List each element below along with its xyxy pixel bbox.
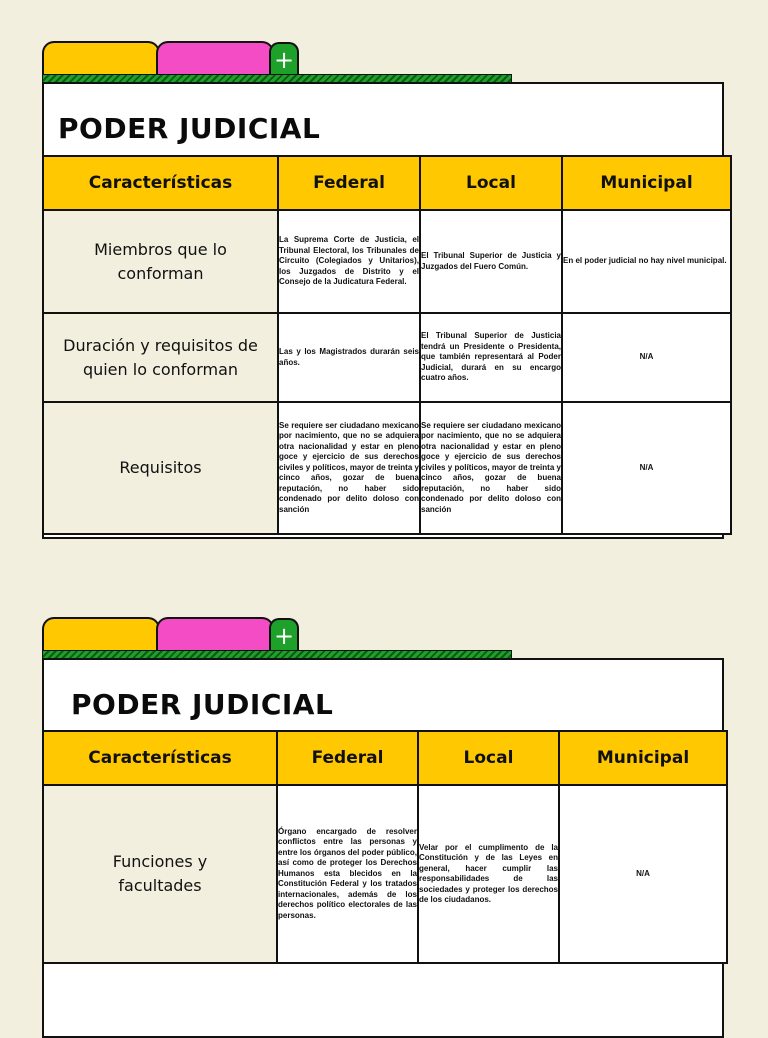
row-municipal: N/A — [559, 785, 727, 963]
header-municipal: Municipal — [562, 156, 731, 210]
row-federal: La Suprema Corte de Justicia, el Tribunal Electoral, los Tribunales de Circuito (Colegiados y Unitarios), los Juzgados de Distrito y el Consejo de la Judicatura Federal. — [278, 210, 420, 313]
header-federal: Federal — [277, 731, 418, 785]
row-local: Velar por el cumplimento de la Constitución y de las Leyes en general, hacer cumplir las responsabilidades de las sociedades y proteger los derechos de los ciudadanos. — [418, 785, 559, 963]
row-municipal: N/A — [562, 313, 731, 402]
comparison-table — [42, 730, 728, 964]
header-local: Local — [418, 731, 559, 785]
header-caracteristicas: Características — [43, 156, 278, 210]
row-federal: Órgano encargado de resolver conflictos entre las personas y entre los órganos del poder público, así como de proteger los Derechos Humanos esta blecidos en la Constitución Federal y los tratados internacionales, además de los derechos político electorales de las personas. — [277, 785, 418, 963]
header-federal: Federal — [278, 156, 420, 210]
table-row — [43, 785, 727, 963]
row-feature: Requisitos — [43, 402, 278, 534]
header-local: Local — [420, 156, 562, 210]
add-tab-plus-icon[interactable]: + — [269, 42, 299, 78]
header-caracteristicas: Características — [43, 731, 277, 785]
add-tab-plus-icon[interactable]: + — [269, 618, 299, 654]
row-feature: Duración y requisitos de quien lo conforman — [43, 313, 278, 402]
row-local: El Tribunal Superior de Justicia tendrá un Presidente o Presidenta, que también representará al Poder Judicial, durará en su encargo cuatro años. — [420, 313, 562, 402]
row-municipal: N/A — [562, 402, 731, 534]
row-local: Se requiere ser ciudadano mexicano por nacimiento, que no se adquiera otra nacionalidad y estar en pleno goce y ejercicio de sus derechos civiles y políticos, mayor de treinta y cinco años, gozar de buena reputación, no haber sido condenado por delito doloso con sanción — [420, 402, 562, 534]
row-feature: Funciones y facultades — [43, 785, 277, 963]
header-municipal: Municipal — [559, 731, 727, 785]
row-local: El Tribunal Superior de Justicia y Juzgados del Fuero Común. — [420, 210, 562, 313]
row-federal: Las y los Magistrados durarán seis años. — [278, 313, 420, 402]
page-title: PODER JUDICIAL — [71, 688, 334, 721]
page-title: PODER JUDICIAL — [58, 112, 321, 145]
row-federal: Se requiere ser ciudadano mexicano por nacimiento, que no se adquiera otra nacionalidad y estar en pleno goce y ejercicio de sus derechos civiles y políticos, mayor de treinta y cinco años, gozar de buena reputación, no haber sido condenado por delito doloso con sanción — [278, 402, 420, 534]
row-feature: Miembros que lo conforman — [43, 210, 278, 313]
row-municipal: En el poder judicial no hay nivel municipal. — [562, 210, 731, 313]
